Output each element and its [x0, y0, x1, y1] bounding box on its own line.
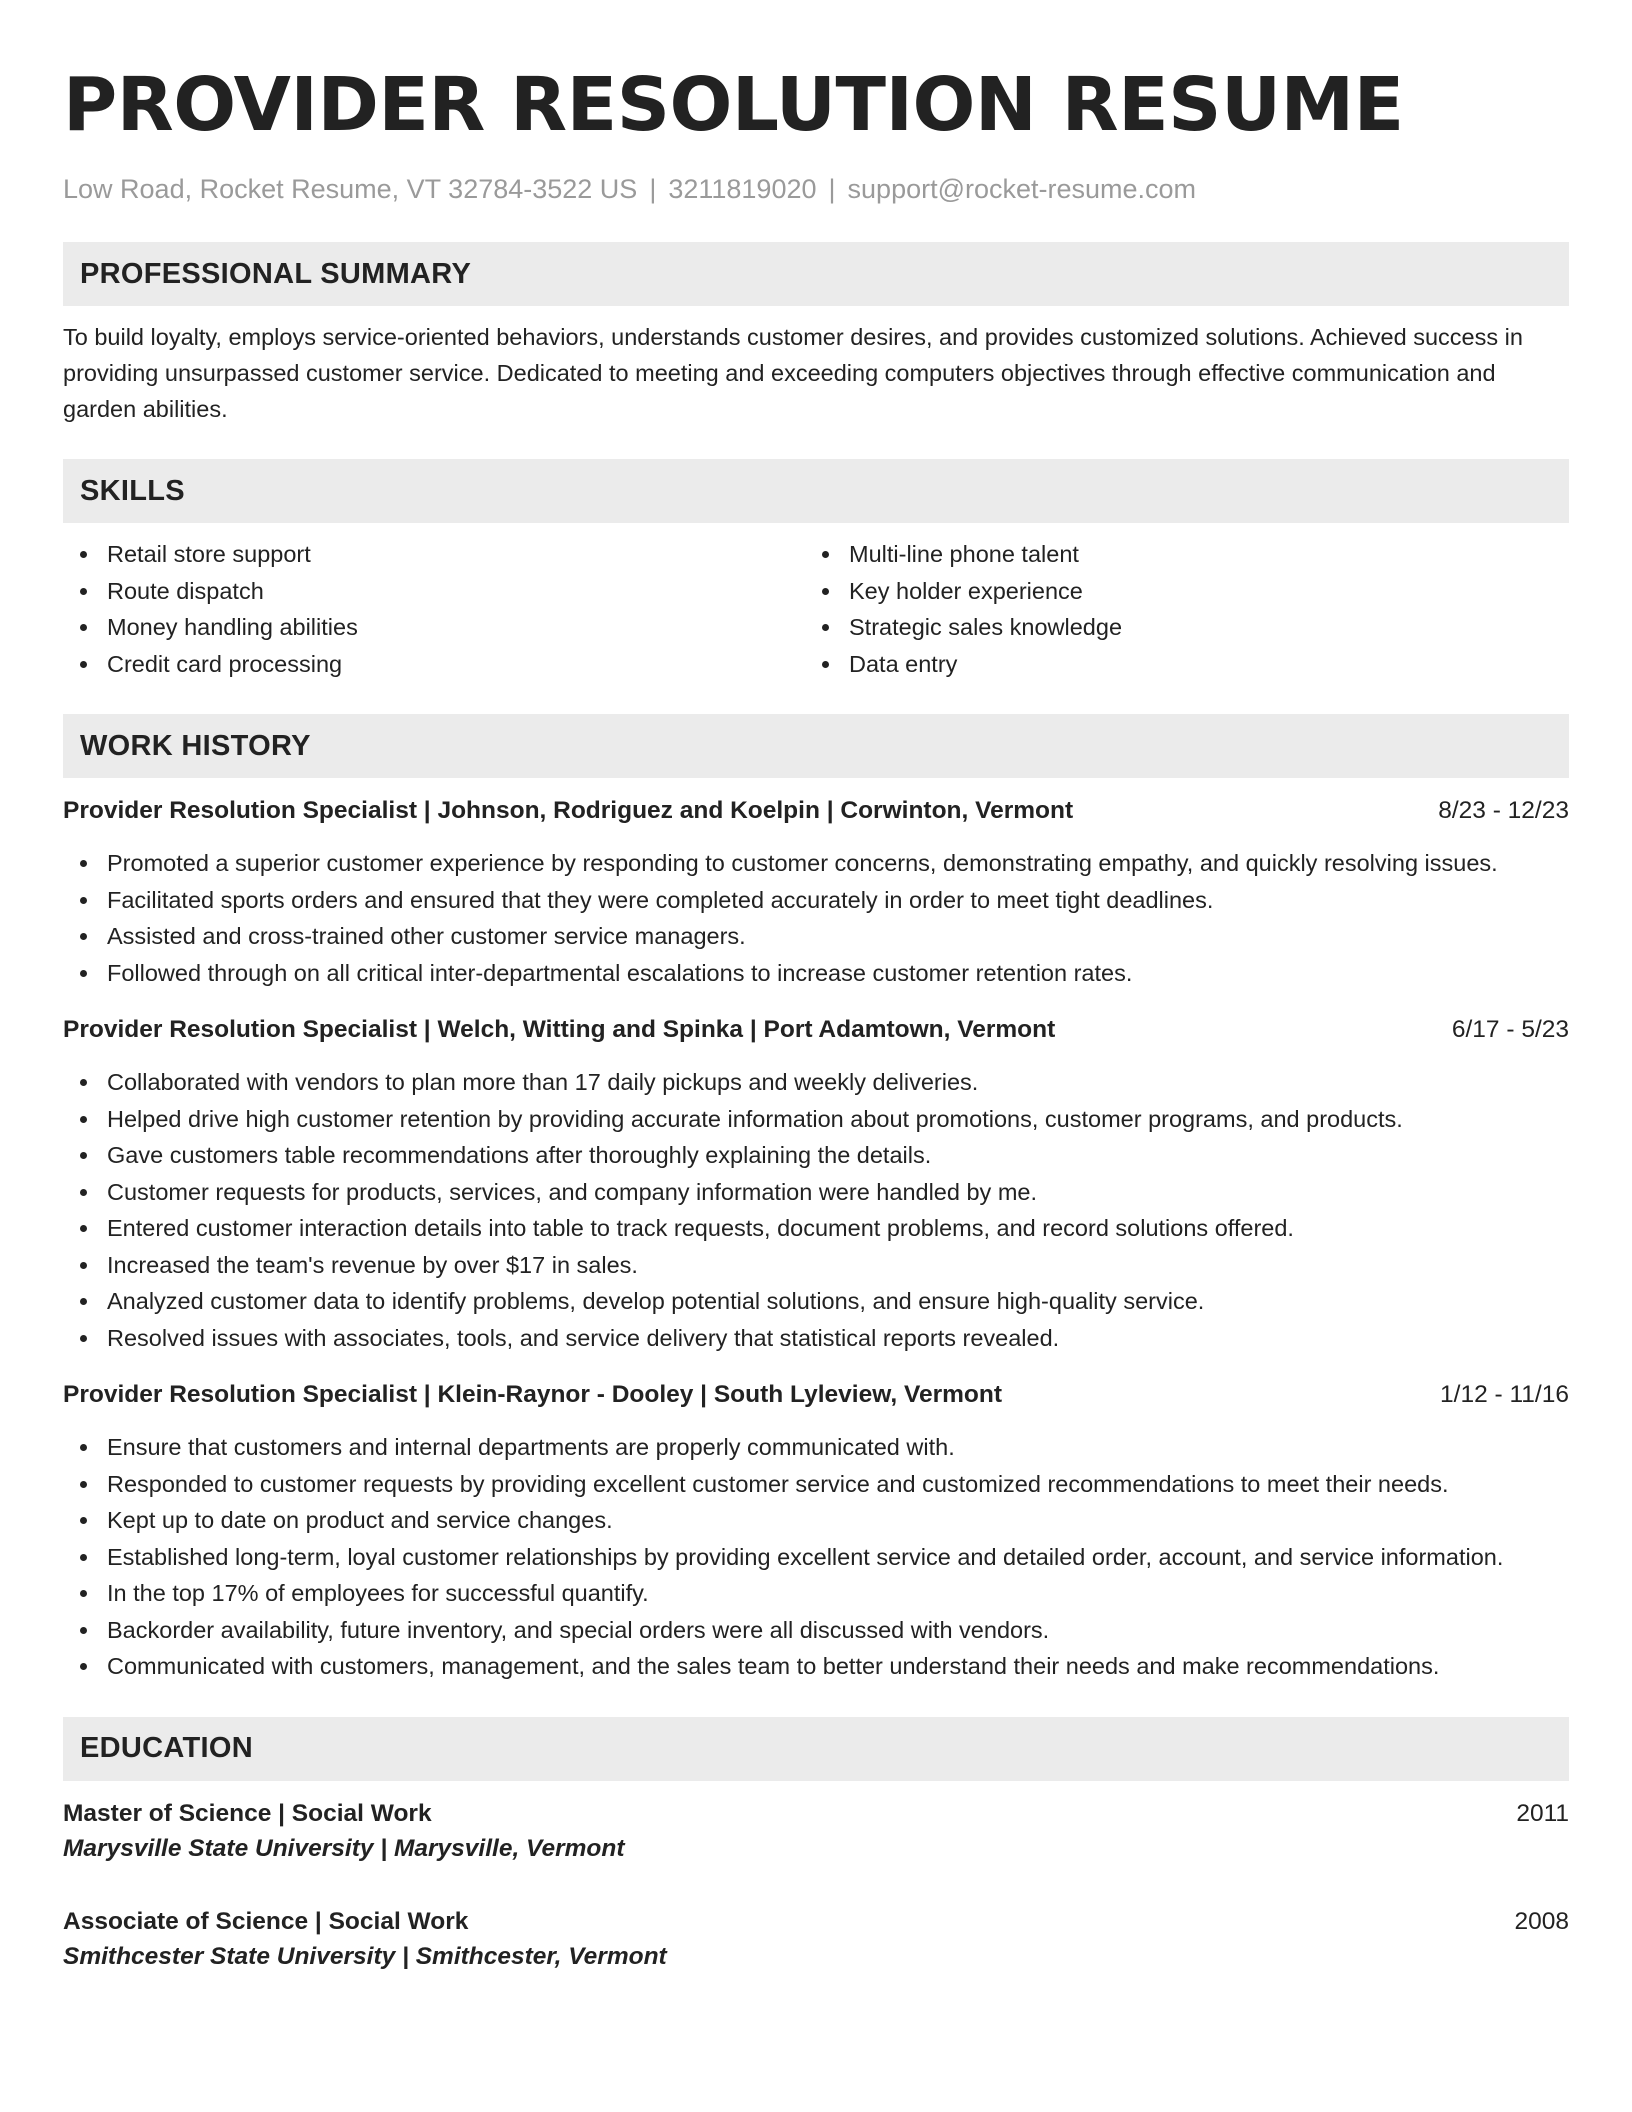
job-bullet: Established long-term, loyal customer relationships by providing excellent service and detailed order, account, and service information.: [63, 1539, 1569, 1576]
skill-item: Data entry: [805, 646, 1547, 683]
job-bullet: Communicated with customers, management, and the sales team to better understand their needs and make recommendations.: [63, 1648, 1569, 1685]
education-entry: [63, 1797, 1569, 1867]
job-title: Provider Resolution Specialist | Klein-Raynor - Dooley | South Lyleview, Vermont: [63, 1381, 1003, 1408]
job-heading-row: [63, 1378, 1569, 1412]
contact-line: [63, 172, 1569, 206]
job-dates: 8/23 - 12/23: [1438, 797, 1569, 824]
job-title: Provider Resolution Specialist | Welch, Witting and Spinka | Port Adamtown, Vermont: [63, 1016, 1056, 1043]
job-bullet: Assisted and cross-trained other customer service managers.: [63, 918, 1569, 955]
job-bullet: Customer requests for products, services, and company information were handled by me.: [63, 1174, 1569, 1211]
job-bullet: Backorder availability, future inventory, and special orders were all discussed with vendors.: [63, 1612, 1569, 1649]
job-bullet: Facilitated sports orders and ensured that they were completed accurately in order to meet tight deadlines.: [63, 882, 1569, 919]
job-bullet: Promoted a superior customer experience by responding to customer concerns, demonstrating empathy, and quickly resolving issues.: [63, 845, 1569, 882]
skill-item: Credit card processing: [63, 646, 805, 683]
resume-title: PROVIDER RESOLUTION RESUME: [63, 62, 1404, 148]
job-bullet: Followed through on all critical inter-departmental escalations to increase customer retention rates.: [63, 955, 1569, 992]
skill-item: Key holder experience: [805, 573, 1547, 610]
contact-phone: 3211819020: [668, 174, 817, 204]
job-heading-row: [63, 794, 1569, 828]
job-bullet: Collaborated with vendors to plan more than 17 daily pickups and weekly deliveries.: [63, 1064, 1569, 1101]
job-bullets: [63, 1064, 1569, 1356]
job-bullet: Ensure that customers and internal departments are properly communicated with.: [63, 1429, 1569, 1466]
education-year: 2011: [1516, 1799, 1569, 1827]
contact-separator: |: [828, 174, 836, 204]
job-bullet: Helped drive high customer retention by providing accurate information about promotions, customer programs, and products.: [63, 1101, 1569, 1138]
contact-email: support@rocket-resume.com: [847, 174, 1197, 204]
job-bullet: Responded to customer requests by providing excellent customer service and customized recommendations to meet their needs.: [63, 1466, 1569, 1503]
contact-separator: |: [649, 174, 657, 204]
skill-item: Money handling abilities: [63, 609, 805, 646]
section-header-summary: PROFESSIONAL SUMMARY: [63, 242, 1569, 306]
section-header-skills: SKILLS: [63, 459, 1569, 523]
job-title: Provider Resolution Specialist | Johnson, Rodriguez and Koelpin | Corwinton, Vermont: [63, 797, 1074, 824]
job-bullet: Increased the team's revenue by over $17 in sales.: [63, 1247, 1569, 1284]
job-dates: 6/17 - 5/23: [1451, 1016, 1569, 1043]
job-entry: [63, 1378, 1569, 1685]
job-bullets: [63, 1429, 1569, 1685]
education-school: Marysville State University | Marysville, Vermont: [63, 1834, 625, 1862]
section-header-education: EDUCATION: [63, 1717, 1569, 1781]
job-bullet: Resolved issues with associates, tools, and service delivery that statistical reports revealed.: [63, 1320, 1569, 1357]
job-entry: [63, 1013, 1569, 1356]
skills-column-left: [63, 536, 805, 682]
section-header-work: WORK HISTORY: [63, 714, 1569, 778]
job-bullets: [63, 845, 1569, 991]
skill-item: Route dispatch: [63, 573, 805, 610]
education-entry: [63, 1905, 1569, 1975]
skill-item: Retail store support: [63, 536, 805, 573]
education-heading-row: [63, 1905, 1569, 1939]
education-year: 2008: [1514, 1907, 1569, 1935]
contact-address: Low Road, Rocket Resume, VT 32784-3522 US: [63, 174, 638, 204]
skill-item: Strategic sales knowledge: [805, 609, 1547, 646]
job-bullet: Entered customer interaction details into table to track requests, document problems, and record solutions offered.: [63, 1210, 1569, 1247]
summary-text: To build loyalty, employs service-oriented behaviors, understands customer desires, and provides customized solutions. Achieved success in providing unsurpassed customer service. Dedicated to meeting and exceeding computers objectives through effective communication and garden abilities.: [63, 324, 1523, 422]
job-bullet: Kept up to date on product and service changes.: [63, 1502, 1569, 1539]
education-degree: Master of Science | Social Work: [63, 1799, 432, 1827]
job-bullet: In the top 17% of employees for successful quantify.: [63, 1575, 1569, 1612]
job-bullet: Gave customers table recommendations after thoroughly explaining the details.: [63, 1137, 1569, 1174]
education-school: Smithcester State University | Smithcester, Vermont: [63, 1942, 667, 1970]
skills-column-right: [805, 536, 1547, 682]
education-degree: Associate of Science | Social Work: [63, 1907, 469, 1935]
job-bullet: Analyzed customer data to identify problems, develop potential solutions, and ensure high-quality service.: [63, 1283, 1569, 1320]
skills-list: [63, 536, 1569, 682]
skill-item: Multi-line phone talent: [805, 536, 1547, 573]
job-heading-row: [63, 1013, 1569, 1047]
job-dates: 1/12 - 11/16: [1440, 1381, 1569, 1408]
job-entry: [63, 794, 1569, 991]
education-heading-row: [63, 1797, 1569, 1831]
